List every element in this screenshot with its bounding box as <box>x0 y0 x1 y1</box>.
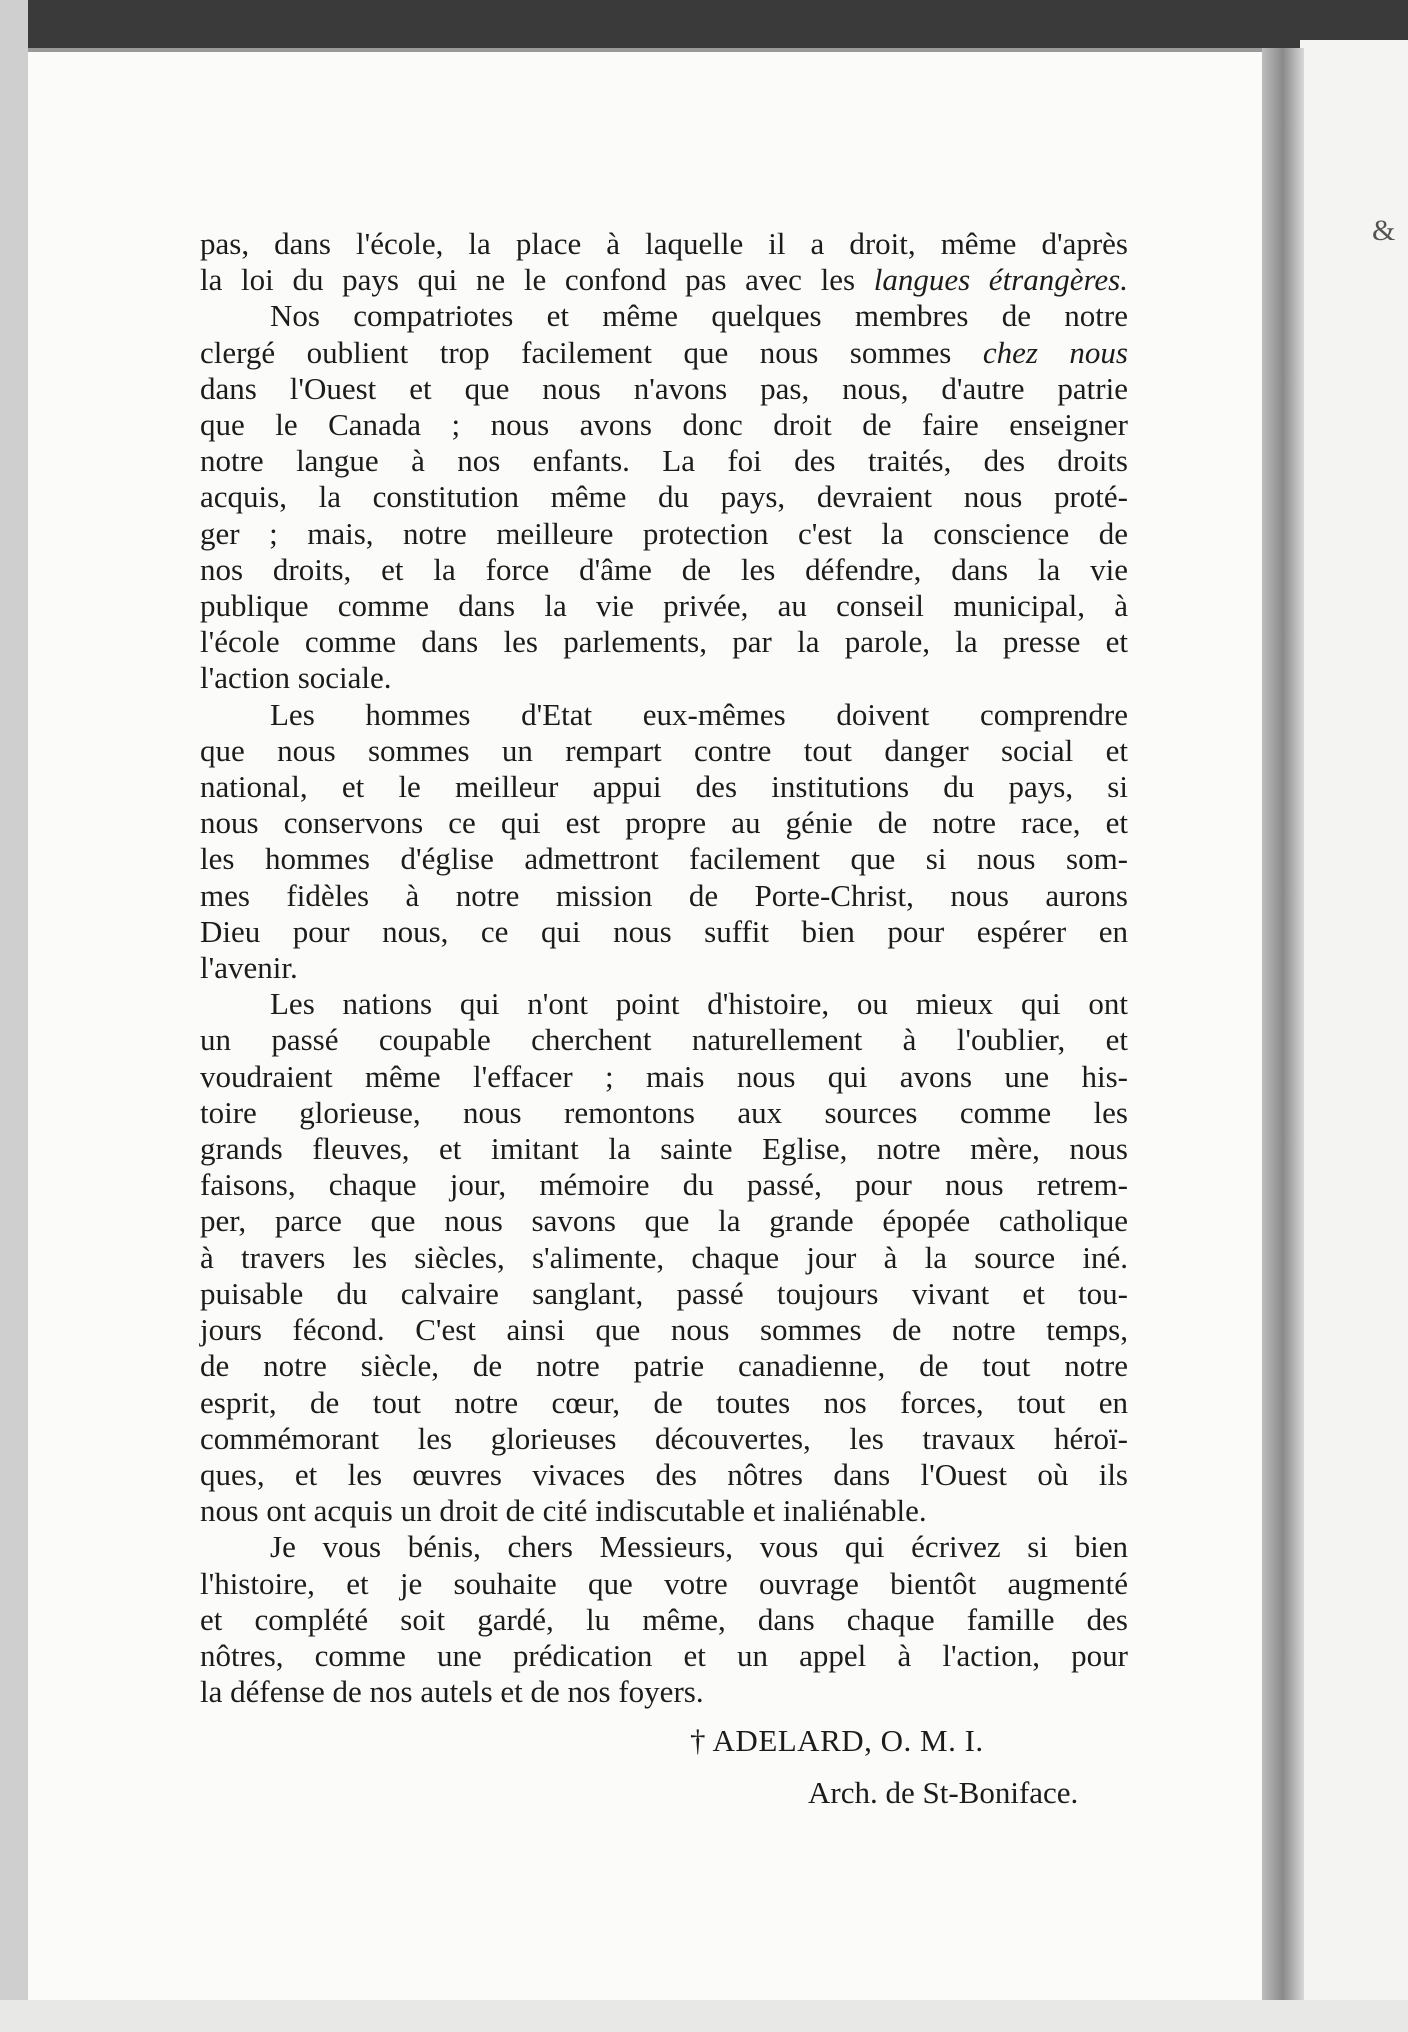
text-line: de notre siècle, de notre patrie canadienne, de tout notre <box>200 1348 1128 1384</box>
signature-title: Arch. de St-Boniface. <box>808 1775 1079 1810</box>
spine-shadow <box>1262 48 1304 2032</box>
text-line <box>200 262 1128 298</box>
text-line: l'histoire, et je souhaite que votre ouvrage bientôt augmenté <box>200 1565 1128 1601</box>
text-line: pas, dans l'école, la place à laquelle il a droit, même d'après <box>200 226 1128 261</box>
text-line: Les nations qui n'ont point d'histoire, ou mieux qui ont <box>270 986 1128 1022</box>
text-line: notre langue à nos enfants. La foi des traités, des droits <box>200 443 1128 479</box>
text-line: à travers les siècles, s'alimente, chaque jour à la source iné. <box>200 1239 1128 1275</box>
signature: † ADELARD, O. M. I. <box>690 1723 984 1758</box>
text-line: les hommes d'église admettront facilement que si nous som- <box>200 841 1128 877</box>
scan-border-left <box>0 0 28 2032</box>
text-line: per, parce que nous savons que la grande épopée catholique <box>200 1203 1128 1239</box>
text-line: dans l'Ouest et que nous n'avons pas, nous, d'autre patrie <box>200 370 1128 406</box>
text-line: grands fleuves, et imitant la sainte Eglise, notre mère, nous <box>200 1131 1128 1167</box>
scan-border-top <box>0 0 1408 48</box>
text-line: jours fécond. C'est ainsi que nous sommes de notre temps, <box>200 1312 1128 1348</box>
text-line: publique comme dans la vie privée, au conseil municipal, à <box>200 588 1128 624</box>
text-line: commémorant les glorieuses découvertes, les travaux héroï- <box>200 1420 1128 1456</box>
paragraph-4 <box>200 986 1128 1529</box>
italic-phrase: chez nous <box>982 334 1128 370</box>
paragraph-1 <box>200 226 1128 298</box>
text-line: Nos compatriotes et même quelques membres de notre <box>270 298 1128 334</box>
text-line-prefix: la loi du pays qui ne le confond pas avec les <box>200 262 874 298</box>
text-line: la défense de nos autels et de nos foyers. <box>200 1674 704 1710</box>
text-line: nous conservons ce qui est propre au génie de notre race, et <box>200 805 1128 841</box>
text-line: l'avenir. <box>200 950 298 986</box>
italic-phrase: langues étrangères. <box>873 262 1128 298</box>
text-line: un passé coupable cherchent naturellement à l'oublier, et <box>200 1022 1128 1058</box>
text-line: clergé oublient trop facilement que nous sommes chez nous <box>200 334 1128 370</box>
letter-body <box>200 226 1128 1710</box>
paragraph-3 <box>200 697 1128 987</box>
page-edge <box>28 48 1262 52</box>
text-line: Les hommes d'Etat eux-mêmes doivent comprendre <box>270 696 1128 732</box>
text-line: que nous sommes un rempart contre tout danger social et <box>200 732 1128 768</box>
text-line: ques, et les œuvres vivaces des nôtres dans l'Ouest où ils <box>200 1456 1128 1492</box>
bottom-strip <box>0 2000 1408 2032</box>
facing-page-margin-mark: & <box>1372 214 1396 247</box>
text-line: acquis, la constitution même du pays, devraient nous proté- <box>200 479 1128 515</box>
text-line: national, et le meilleur appui des institutions du pays, si <box>200 769 1128 805</box>
text-line: voudraient même l'effacer ; mais nous qui avons une his- <box>200 1058 1128 1094</box>
text-line: nos droits, et la force d'âme de les défendre, dans la vie <box>200 551 1128 587</box>
text-line: l'action sociale. <box>200 660 392 696</box>
text-line: toire glorieuse, nous remontons aux sources comme les <box>200 1094 1128 1130</box>
text-line: Dieu pour nous, ce qui nous suffit bien pour espérer en <box>200 913 1128 949</box>
text-line: que le Canada ; nous avons donc droit de faire enseigner <box>200 407 1128 443</box>
text-line: et complété soit gardé, lu même, dans chaque famille des <box>200 1601 1128 1637</box>
text-line: esprit, de tout notre cœur, de toutes nos forces, tout en <box>200 1384 1128 1420</box>
text-line: ger ; mais, notre meilleure protection c'est la conscience de <box>200 515 1128 551</box>
text-line: mes fidèles à notre mission de Porte-Christ, nous aurons <box>200 877 1128 913</box>
text-line: nôtres, comme une prédication et un appel à l'action, pour <box>200 1637 1128 1673</box>
text-line: faisons, chaque jour, mémoire du passé, pour nous retrem- <box>200 1167 1128 1203</box>
facing-page <box>1300 40 1408 2032</box>
text-line: l'école comme dans les parlements, par la parole, la presse et <box>200 624 1128 660</box>
text-line: puisable du calvaire sanglant, passé toujours vivant et tou- <box>200 1275 1128 1311</box>
paragraph-5 <box>200 1529 1128 1710</box>
text-line: nous ont acquis un droit de cité indiscutable et inaliénable. <box>200 1493 927 1529</box>
paragraph-2 <box>200 298 1128 696</box>
text-line: Je vous bénis, chers Messieurs, vous qui écrivez si bien <box>270 1529 1128 1565</box>
